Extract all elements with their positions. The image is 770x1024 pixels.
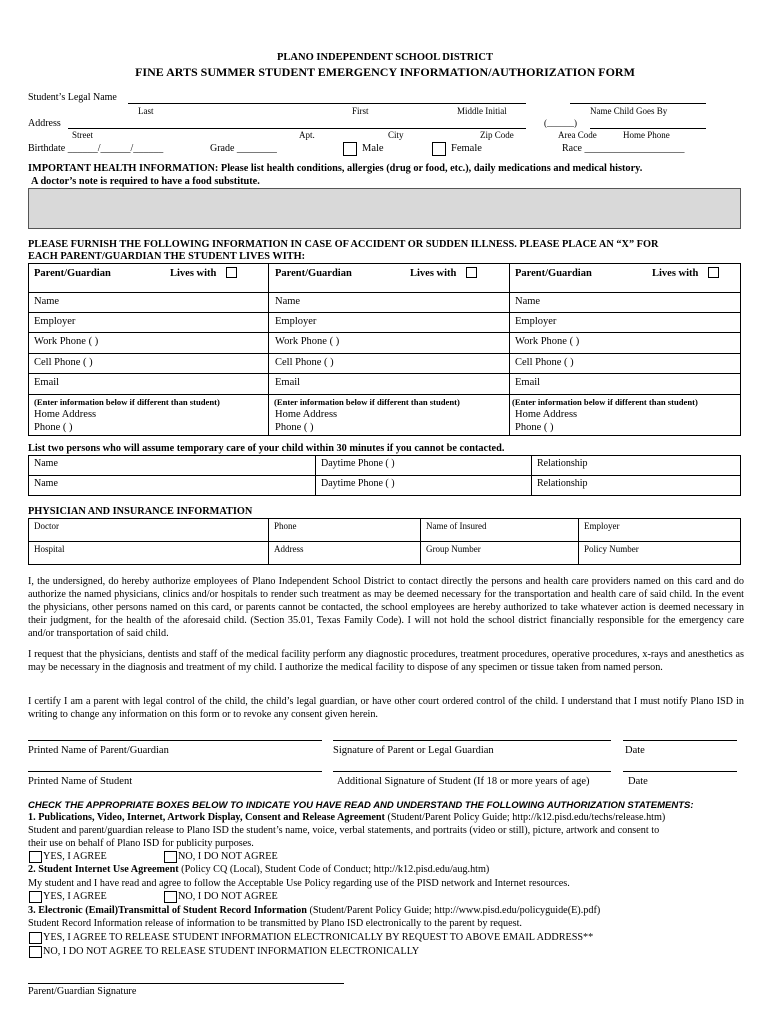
goes-by-caption: Name Child Goes By bbox=[590, 106, 668, 116]
female-label: Female bbox=[451, 143, 482, 154]
pg3-employer[interactable]: Employer bbox=[515, 316, 557, 327]
auth2-text: My student and I have read and agree to follow the Acceptable Use Policy regarding use of the PISD network and Internet resources. bbox=[28, 878, 570, 889]
auth3-yes-checkbox[interactable] bbox=[29, 932, 42, 944]
student-signature-line[interactable] bbox=[333, 771, 611, 772]
temp2-phone[interactable]: Daytime Phone ( ) bbox=[316, 476, 532, 496]
auth2-no-checkbox[interactable] bbox=[164, 891, 177, 903]
pg2-email[interactable]: Email bbox=[275, 377, 301, 388]
pg3-lives-with: Lives with bbox=[652, 268, 699, 279]
race-label: Race ____________________ bbox=[562, 143, 685, 154]
hospital-cell[interactable]: Hospital bbox=[29, 542, 269, 565]
insurance-employer-cell[interactable]: Employer bbox=[579, 519, 741, 542]
auth3-ref: (Student/Parent Policy Guide; http://www.pisd.edu/policyguide(E).pdf) bbox=[306, 905, 601, 916]
pg2-employer[interactable]: Employer bbox=[275, 316, 317, 327]
first-caption: First bbox=[352, 106, 369, 116]
policy-number-cell[interactable]: Policy Number bbox=[579, 542, 741, 565]
male-label: Male bbox=[362, 143, 384, 154]
temp-care-table bbox=[28, 455, 741, 496]
pg2-work-phone[interactable]: Work Phone ( ) bbox=[275, 336, 340, 347]
temp1-relationship[interactable]: Relationship bbox=[532, 456, 741, 476]
temp-care-heading: List two persons who will assume temporary care of your child within 30 minutes if you cannot be contacted. bbox=[28, 443, 505, 454]
auth2-no-label: NO, I DO NOT AGREE bbox=[178, 891, 278, 902]
female-checkbox[interactable] bbox=[432, 142, 446, 156]
pg1-cell-phone[interactable]: Cell Phone ( ) bbox=[34, 357, 93, 368]
zip-caption: Zip Code bbox=[480, 130, 514, 140]
home-phone-caption: Home Phone bbox=[623, 130, 670, 140]
parent-signature-label: Signature of Parent or Legal Guardian bbox=[333, 745, 494, 756]
goes-by-field[interactable] bbox=[570, 103, 706, 104]
printed-student-line[interactable] bbox=[28, 771, 322, 772]
auth2-ref: (Policy CQ (Local), Student Code of Conduct; http://k12.pisd.edu/aug.htm) bbox=[178, 864, 490, 875]
doctor-cell[interactable]: Doctor bbox=[29, 519, 269, 542]
pg2-diff-note: (Enter information below if different than student) bbox=[274, 397, 460, 407]
pg2-lives-with-checkbox[interactable] bbox=[466, 267, 477, 278]
street-caption: Street bbox=[72, 130, 93, 140]
pg2-cell-phone[interactable]: Cell Phone ( ) bbox=[275, 357, 334, 368]
auth1-heading bbox=[28, 812, 665, 823]
auth2-heading bbox=[28, 864, 489, 875]
pg1-email[interactable]: Email bbox=[34, 377, 60, 388]
area-code-caption: Area Code bbox=[558, 130, 597, 140]
parent-guardian-signature-line[interactable] bbox=[28, 983, 344, 984]
pg3-work-phone[interactable]: Work Phone ( ) bbox=[515, 336, 580, 347]
printed-parent-label: Printed Name of Parent/Guardian bbox=[28, 745, 169, 756]
pg1-lives-with: Lives with bbox=[170, 268, 217, 279]
home-phone-field[interactable] bbox=[590, 128, 706, 129]
male-checkbox[interactable] bbox=[343, 142, 357, 156]
parent-guardian-signature-label: Parent/Guardian Signature bbox=[28, 986, 137, 997]
auth1-no-checkbox[interactable] bbox=[164, 851, 177, 863]
parent-date-line[interactable] bbox=[623, 740, 737, 741]
printed-student-label: Printed Name of Student bbox=[28, 776, 133, 787]
pg1-lives-with-checkbox[interactable] bbox=[226, 267, 237, 278]
pg3-cell-phone[interactable]: Cell Phone ( ) bbox=[515, 357, 574, 368]
form-title: FINE ARTS SUMMER STUDENT EMERGENCY INFORMATION/AUTHORIZATION FORM bbox=[135, 65, 635, 79]
printed-parent-line[interactable] bbox=[28, 740, 322, 741]
emergency-subheading: EACH PARENT/GUARDIAN THE STUDENT LIVES WITH: bbox=[28, 251, 306, 262]
address-field[interactable] bbox=[68, 128, 526, 129]
pg2-name[interactable]: Name bbox=[275, 296, 301, 307]
auth3-no-label: NO, I DO NOT AGREE TO RELEASE STUDENT INFORMATION ELECTRONICALLY bbox=[43, 946, 420, 957]
pg3-home-address[interactable]: Home Address bbox=[515, 409, 578, 420]
auth1-title: 1. Publications, Video, Internet, Artwork Display, Consent and Release Agreement bbox=[28, 812, 385, 823]
doctor-phone-cell[interactable]: Phone bbox=[269, 519, 421, 542]
auth2-yes-label: YES, I AGREE bbox=[43, 891, 107, 902]
pg1-home-address[interactable]: Home Address bbox=[34, 409, 97, 420]
address-label: Address bbox=[28, 118, 61, 129]
pg2-home-address[interactable]: Home Address bbox=[275, 409, 338, 420]
medical-request-paragraph: I request that the physicians, dentists and staff of the medical facility perform any diagnostic procedures, treatment procedures, operative procedures, x-rays and anesthetics as may be necessary in the diagnosis and treatment of my child. I authorize the medical facility to dispose of any specimen or tissue taken from named person. bbox=[28, 649, 744, 673]
legal-name-field[interactable] bbox=[128, 103, 526, 104]
hospital-address-cell[interactable]: Address bbox=[269, 542, 421, 565]
parent-date-label: Date bbox=[625, 745, 645, 756]
birthdate-label: Birthdate ______/______/______ bbox=[28, 143, 164, 154]
auth3-title: 3. Electronic (Email)Transmittal of Student Record Information bbox=[28, 905, 307, 916]
auth3-heading bbox=[28, 905, 600, 916]
student-date-line[interactable] bbox=[623, 771, 737, 772]
district-name: PLANO INDEPENDENT SCHOOL DISTRICT bbox=[277, 52, 493, 63]
legal-name-label: Student’s Legal Name bbox=[28, 92, 117, 103]
pg2-phone[interactable]: Phone ( ) bbox=[275, 422, 314, 433]
authorizations-heading: CHECK THE APPROPRIATE BOXES BELOW TO INDICATE YOU HAVE READ AND UNDERSTAND THE FOLLOWING AUTHORIZATION STATEMENTS: bbox=[28, 800, 694, 811]
insured-name-cell[interactable]: Name of Insured bbox=[421, 519, 579, 542]
middle-caption: Middle Initial bbox=[457, 106, 507, 116]
auth1-yes-label: YES, I AGREE bbox=[43, 851, 107, 862]
auth3-no-checkbox[interactable] bbox=[29, 946, 42, 958]
health-heading: IMPORTANT HEALTH INFORMATION: Please list health conditions, allergies (drug or food, etc.), daily medications and medical history. bbox=[28, 163, 643, 174]
area-code-paren: (______) bbox=[544, 118, 577, 128]
pg3-lives-with-checkbox[interactable] bbox=[708, 267, 719, 278]
auth3-yes-label: YES, I AGREE TO RELEASE STUDENT INFORMATION ELECTRONICALLY BY REQUEST TO ABOVE EMAIL ADDRESS** bbox=[43, 932, 594, 943]
authorization-paragraph: I, the undersigned, do hereby authorize employees of Plano Independent School District to contact directly the persons and health care providers named on this card and do authorize the named physicians, clinics and/or hospitals to render such treatment as may be deemed necessary for the transportation and health care of said child. In the event the physicians, other persons named on this card, or parents cannot be contacted, the school employees are hereby authorized to take whatever action is deemed necessary in their judgment, for the health of the aforesaid child. (Section 35.01, Texas Family Code). I will not hold the school district financially responsible for the emergency care and/or transportation of said child. bbox=[28, 576, 744, 639]
pg1-title: Parent/Guardian bbox=[34, 268, 111, 279]
physician-table bbox=[28, 518, 741, 565]
apt-caption: Apt. bbox=[299, 130, 315, 140]
emergency-heading: PLEASE FURNISH THE FOLLOWING INFORMATION IN CASE OF ACCIDENT OR SUDDEN ILLNESS. PLEASE PLACE AN “X” FOR bbox=[28, 239, 659, 250]
student-date-label: Date bbox=[628, 776, 648, 787]
auth1-yes-checkbox[interactable] bbox=[29, 851, 42, 863]
grade-label: Grade ________ bbox=[210, 143, 277, 154]
certification-paragraph: I certify I am a parent with legal control of the child, the child’s legal guardian, or have other court ordered control of the child. I understand that I must notify Plano ISD in writing to change any information on this form or to revoke any consent given herein. bbox=[28, 696, 744, 720]
health-info-field[interactable] bbox=[28, 188, 741, 229]
pg2-title: Parent/Guardian bbox=[275, 268, 352, 279]
pg3-name[interactable]: Name bbox=[515, 296, 541, 307]
temp2-relationship[interactable]: Relationship bbox=[532, 476, 741, 496]
city-caption: City bbox=[388, 130, 404, 140]
auth3-text: Student Record Information release of information to be transmitted by Plano ISD electronically to the parent by request. bbox=[28, 918, 522, 929]
auth1-text1: Student and parent/guardian release to Plano ISD the student’s name, voice, verbal statements, and portraits (video or still), picture, artwork and consent to bbox=[28, 825, 660, 836]
health-note: A doctor’s note is required to have a food substitute. bbox=[31, 176, 260, 187]
temp2-name[interactable]: Name bbox=[29, 476, 316, 496]
pg1-employer[interactable]: Employer bbox=[34, 316, 76, 327]
student-signature-label: Additional Signature of Student (If 18 or more years of age) bbox=[337, 776, 590, 787]
temp1-name[interactable]: Name bbox=[29, 456, 316, 476]
pg1-work-phone[interactable]: Work Phone ( ) bbox=[34, 336, 99, 347]
auth1-no-label: NO, I DO NOT AGREE bbox=[178, 851, 278, 862]
pg1-diff-note: (Enter information below if different than student) bbox=[34, 397, 220, 407]
parent-signature-line[interactable] bbox=[333, 740, 611, 741]
group-number-cell[interactable]: Group Number bbox=[421, 542, 579, 565]
pg3-email[interactable]: Email bbox=[515, 377, 541, 388]
auth2-title: 2. Student Internet Use Agreement bbox=[28, 864, 179, 875]
pg3-title: Parent/Guardian bbox=[515, 268, 592, 279]
pg2-lives-with: Lives with bbox=[410, 268, 457, 279]
auth2-yes-checkbox[interactable] bbox=[29, 891, 42, 903]
last-caption: Last bbox=[138, 106, 154, 116]
temp1-phone[interactable]: Daytime Phone ( ) bbox=[316, 456, 532, 476]
pg1-name[interactable]: Name bbox=[34, 296, 60, 307]
physician-heading: PHYSICIAN AND INSURANCE INFORMATION bbox=[28, 506, 253, 517]
pg3-phone[interactable]: Phone ( ) bbox=[515, 422, 554, 433]
pg3-diff-note: (Enter information below if different than student) bbox=[512, 397, 698, 407]
auth1-ref: (Student/Parent Policy Guide; http://k12.pisd.edu/techs/release.htm) bbox=[384, 812, 666, 823]
pg1-phone[interactable]: Phone ( ) bbox=[34, 422, 73, 433]
auth1-text2: their use on behalf of Plano ISD for publicity purposes. bbox=[28, 838, 254, 849]
